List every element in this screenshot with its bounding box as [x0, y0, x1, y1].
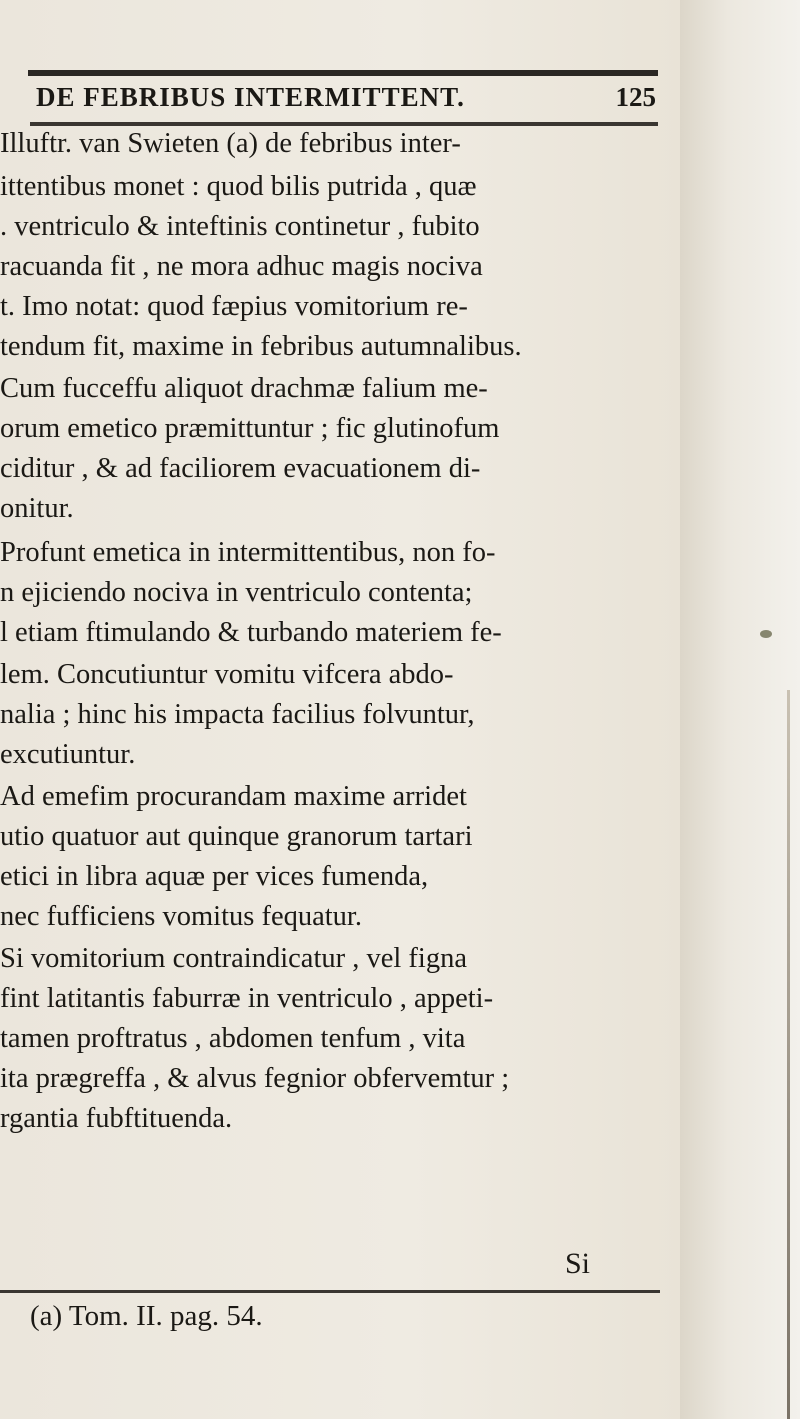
page-gutter	[680, 0, 800, 1419]
text-line: etici in libra aquæ per vices fumenda,	[0, 861, 429, 892]
text-line: nec fufficiens vomitus fequatur.	[0, 901, 362, 932]
text-line: Si vomitorium contraindicatur , vel figna	[0, 943, 467, 974]
text-line: . ventriculo & inteftinis continetur , fubito	[0, 211, 480, 242]
text-line: Profunt emetica in intermittentibus, non fo-	[0, 537, 496, 568]
footnote-rule	[0, 1290, 660, 1293]
text-line: Ad emefim procurandam maxime arridet	[0, 781, 467, 812]
text-line: orum emetico præmittuntur ; fic glutinofum	[0, 413, 500, 444]
text-line: t. Imo notat: quod fæpius vomitorium re-	[0, 291, 468, 322]
text-line: rgantia fubftituenda.	[0, 1103, 233, 1134]
page-number: 125	[615, 82, 656, 112]
header-rule	[30, 122, 658, 126]
text-line: tamen proftratus , abdomen tenfum , vita	[0, 1023, 466, 1054]
text-line: excutiuntur.	[0, 739, 136, 770]
ink-smudge	[760, 630, 772, 638]
running-title: DE FEBRIBUS INTERMITTENT.	[36, 82, 465, 112]
catchword: Si	[565, 1247, 591, 1280]
page-header	[36, 78, 656, 120]
text-line: ittentibus monet : quod bilis putrida , quæ	[0, 171, 477, 202]
text-line: Cum fucceffu aliquot drachmæ falium me-	[0, 373, 488, 404]
text-line: fint latitantis faburræ in ventriculo , appeti-	[0, 983, 494, 1014]
text-line: ita prægreffa , & alvus fegnior obfervemtur ;	[0, 1063, 510, 1094]
text-line: racuanda fit , ne mora adhuc magis nociva	[0, 251, 483, 282]
text-line: nalia ; hinc his impacta facilius folvuntur,	[0, 699, 475, 730]
text-line: tendum fit, maxime in febribus autumnalibus.	[0, 331, 522, 362]
top-rule	[28, 70, 658, 76]
text-line: Illuftr. van Swieten (a) de febribus inter-	[0, 128, 461, 159]
text-line: lem. Concutiuntur vomitu vifcera abdo-	[0, 659, 454, 690]
text-line: onitur.	[0, 493, 74, 524]
text-line: ciditur , & ad faciliorem evacuationem di-	[0, 453, 481, 484]
facing-page-edge	[787, 690, 790, 1419]
text-line: utio quatuor aut quinque granorum tartari	[0, 821, 473, 852]
text-line: l etiam ftimulando & turbando materiem fe-	[0, 617, 502, 648]
footnote: (a) Tom. II. pag. 54.	[30, 1300, 263, 1332]
text-line: n ejiciendo nociva in ventriculo contenta;	[0, 577, 473, 608]
